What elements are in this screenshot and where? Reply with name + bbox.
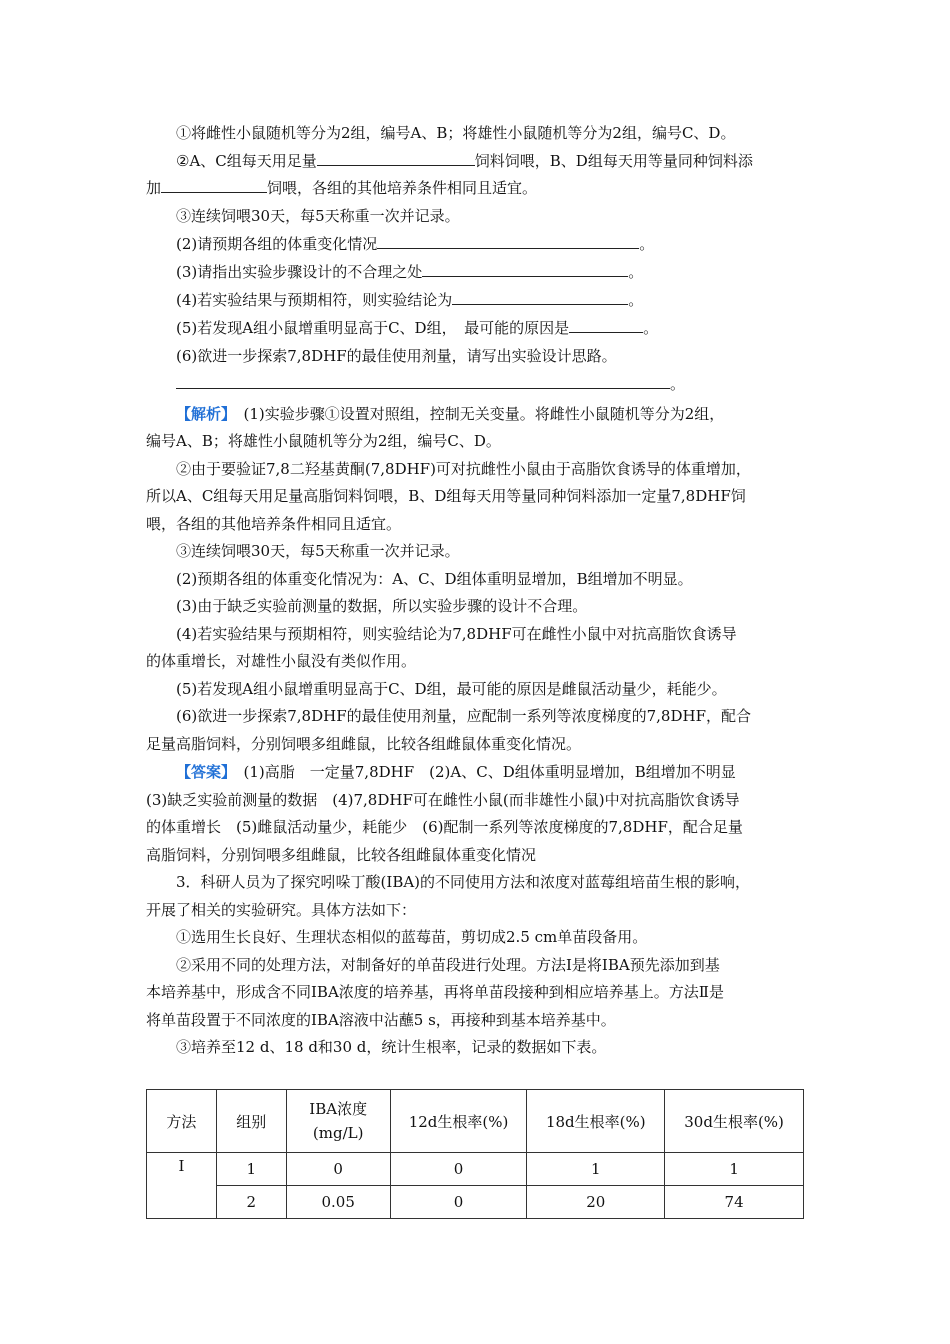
- cell-group: 2: [216, 1186, 286, 1219]
- answer-blank-q4: [452, 290, 628, 305]
- header-method: 方法: [147, 1090, 217, 1153]
- cell-12d: 0: [390, 1186, 527, 1219]
- answer-blank-add: [161, 178, 267, 193]
- cell-group: 1: [216, 1153, 286, 1186]
- analysis-p2b: 所以A、C组每天用足量高脂饲料饲喂，B、D组每天用等量同种饲料添加一定量7,8DHF饲: [146, 487, 746, 505]
- analysis-p6a: (4)若实验结果与预期相符，则实验结论为7,8DHF可在雌性小鼠中对抗高脂饮食诱导: [176, 625, 737, 643]
- step-2-suffix: 饲料饲喂，B、D组每天用等量同种饲料添: [474, 152, 753, 170]
- step-1-line: ①将雌性小鼠随机等分为2组，编号A、B；将雄性小鼠随机等分为2组，编号C、D。: [176, 124, 736, 142]
- q3-l2: 开展了相关的实验研究。具体方法如下：: [146, 901, 417, 919]
- question-4: [176, 290, 643, 310]
- q3-l7: ③培养至12 d、18 d和30 d，统计生根率，记录的数据如下表。: [176, 1038, 607, 1056]
- question-6-answer-line: [176, 374, 685, 394]
- answer-blank-q5: [569, 318, 643, 333]
- answer-a4: 高脂饲料，分别饲喂多组雌鼠，比较各组雌鼠体重变化情况: [146, 846, 537, 864]
- question-4-text: (4)若实验结果与预期相符，则实验结论为: [176, 291, 453, 309]
- q3-l5: 本培养基中，形成含不同IBA浓度的培养基，再将单苗段接种到相应培养基上。方法Ⅱ是: [146, 983, 724, 1001]
- question-3-end: 。: [628, 263, 644, 281]
- q3-l6: 将单苗段置于不同浓度的IBA溶液中沾蘸5 s，再接种到基本培养基中。: [146, 1011, 616, 1029]
- question-6: (6)欲进一步探索7,8DHF的最佳使用剂量，请写出实验设计思路。: [176, 347, 617, 365]
- analysis-p1a: [176, 404, 724, 424]
- question-5-end: 。: [643, 319, 659, 337]
- question-6-end: 。: [670, 375, 686, 393]
- question-2-end: 。: [639, 235, 655, 253]
- header-iba-unit: (mg/L): [312, 1124, 364, 1142]
- question-2: [176, 234, 654, 254]
- table-row: [147, 1186, 804, 1219]
- analysis-p3: ③连续饲喂30天，每5天称重一次并记录。: [176, 542, 460, 560]
- answer-blank-feed: [317, 151, 475, 166]
- header-18d: 18d生根率(%): [527, 1090, 665, 1153]
- analysis-p1b: 编号A、B；将雄性小鼠随机等分为2组，编号C、D。: [146, 432, 501, 450]
- header-iba-label: IBA浓度: [309, 1100, 368, 1118]
- question-4-end: 。: [628, 291, 644, 309]
- answer-blank-q2: [377, 234, 639, 249]
- cell-iba: 0.05: [286, 1186, 390, 1219]
- step-2-line-cont: [146, 178, 537, 198]
- analysis-p8a: (6)欲进一步探索7,8DHF的最佳使用剂量，应配制一系列等浓度梯度的7,8DHF，配合: [176, 707, 751, 725]
- answer-blank-q6: [176, 374, 670, 389]
- header-group: 组别: [216, 1090, 286, 1153]
- analysis-p2c: 喂，各组的其他培养条件相同且适宜。: [146, 515, 402, 533]
- answer-tag: 【答案】: [176, 763, 229, 781]
- analysis-tag: 【解析】: [176, 405, 229, 423]
- cell-12d: 0: [390, 1153, 527, 1186]
- cell-30d: 1: [665, 1153, 804, 1186]
- step-3-line: ③连续饲喂30天，每5天称重一次并记录。: [176, 207, 460, 225]
- analysis-p8b: 足量高脂饲料，分别饲喂多组雌鼠，比较各组雌鼠体重变化情况。: [146, 735, 582, 753]
- q3-l1: 3．科研人员为了探究吲哚丁酸(IBA)的不同使用方法和浓度对蓝莓组培苗生根的影响，: [176, 873, 751, 891]
- step-2-line: [176, 151, 753, 171]
- answer-a3: 的体重增长 (5)雌鼠活动量少，耗能少 (6)配制一系列等浓度梯度的7,8DHF，配合足量: [146, 818, 743, 836]
- cell-18d: 1: [527, 1153, 665, 1186]
- analysis-p1a-text: (1)实验步骤①设置对照组，控制无关变量。将雌性小鼠随机等分为2组，: [228, 405, 725, 423]
- cell-18d: 20: [527, 1186, 665, 1219]
- step-2-add: 加: [146, 179, 162, 197]
- header-12d: 12d生根率(%): [390, 1090, 527, 1153]
- cell-method: Ⅰ: [147, 1153, 217, 1219]
- question-5-text: (5)若发现A组小鼠增重明显高于C、D组， 最可能的原因是: [176, 319, 570, 337]
- analysis-p6b: 的体重增长，对雄性小鼠没有类似作用。: [146, 652, 417, 670]
- step-2-end: 饲喂，各组的其他培养条件相同且适宜。: [267, 179, 538, 197]
- q3-l4: ②采用不同的处理方法，对制备好的单苗段进行处理。方法Ⅰ是将IBA预先添加到基: [176, 956, 720, 974]
- table-header-row: [147, 1090, 804, 1153]
- table-row: [147, 1153, 804, 1186]
- step-2-prefix: ②A、C组每天用足量: [176, 152, 317, 170]
- question-2-text: (2)请预期各组的体重变化情况: [176, 235, 378, 253]
- analysis-p5: (3)由于缺乏实验前测量的数据，所以实验步骤的设计不合理。: [176, 597, 588, 615]
- analysis-p7: (5)若发现A组小鼠增重明显高于C、D组，最可能的原因是雌鼠活动量少，耗能少。: [176, 680, 727, 698]
- analysis-p4: (2)预期各组的体重变化情况为：A、C、D组体重明显增加，B组增加不明显。: [176, 570, 693, 588]
- header-30d: 30d生根率(%): [665, 1090, 804, 1153]
- cell-30d: 74: [665, 1186, 804, 1219]
- analysis-p2a: ②由于要验证7,8二羟基黄酮(7,8DHF)可对抗雌性小鼠由于高脂饮食诱导的体重增加，: [176, 460, 751, 478]
- rooting-rate-table: [146, 1089, 804, 1219]
- cell-iba: 0: [286, 1153, 390, 1186]
- question-3-text: (3)请指出实验步骤设计的不合理之处: [176, 263, 423, 281]
- answer-a2: (3)缺乏实验前测量的数据 (4)7,8DHF可在雌性小鼠(而非雄性小鼠)中对抗高脂饮食诱导: [146, 791, 740, 809]
- answer-a1: [176, 762, 736, 782]
- answer-blank-q3: [422, 262, 628, 277]
- question-3: [176, 262, 643, 282]
- answer-a1-text: (1)高脂 一定量7,8DHF (2)A、C、D组体重明显增加，B组增加不明显: [228, 763, 736, 781]
- question-5: [176, 318, 658, 338]
- q3-l3: ①选用生长良好、生理状态相似的蓝莓苗，剪切成2.5 cm单苗段备用。: [176, 928, 648, 946]
- header-iba-concentration: [286, 1090, 390, 1153]
